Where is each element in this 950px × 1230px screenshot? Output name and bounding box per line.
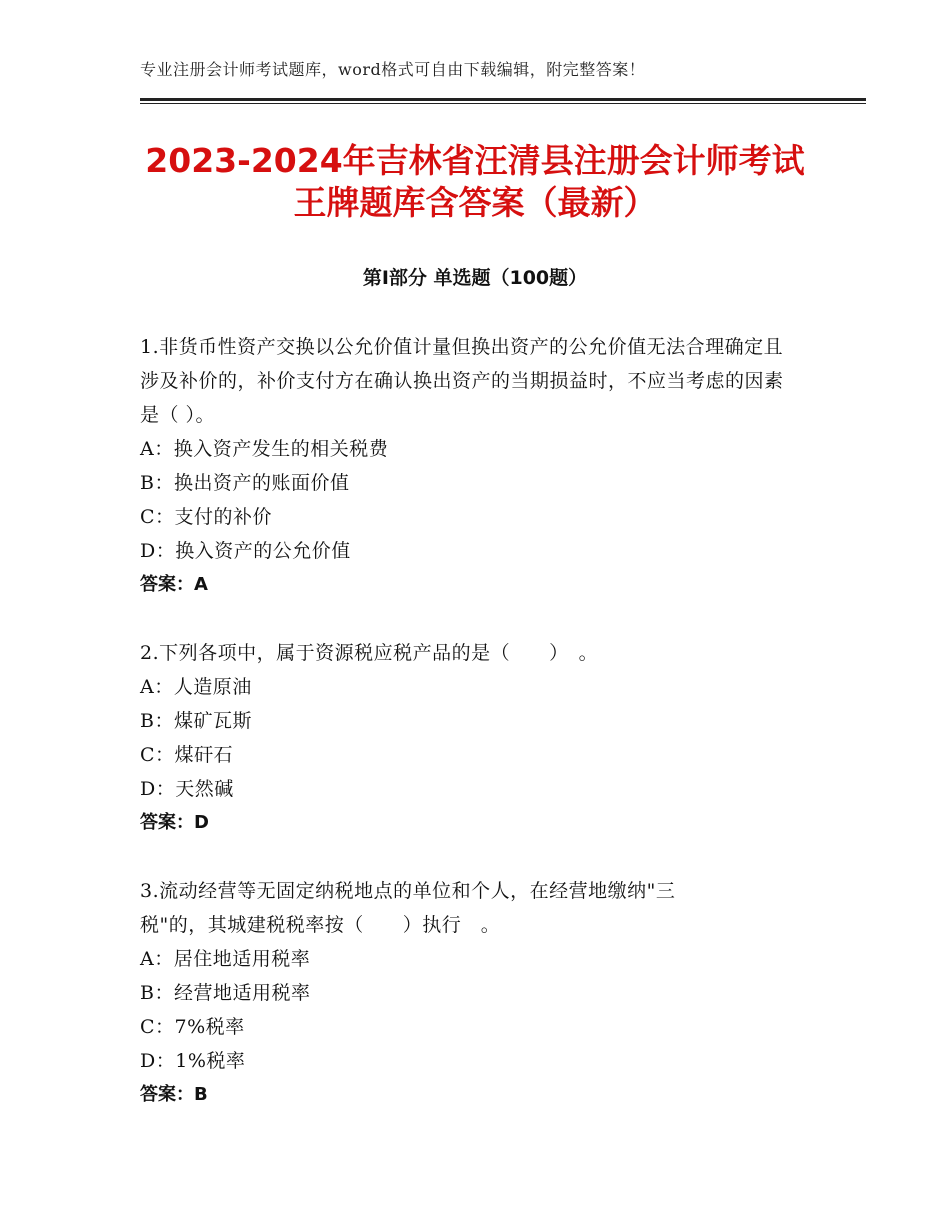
option-d: D：天然碱 bbox=[140, 778, 234, 800]
question-text: 3.流动经营等无固定纳税地点的单位和个人，在经营地缴纳"三税"的，其城建税税率按（ ）执行 。 bbox=[140, 880, 676, 936]
question-text: 2.下列各项中，属于资源税应税产品的是（ ） 。 bbox=[140, 642, 599, 664]
option-c: C：7%税率 bbox=[140, 1016, 245, 1038]
header-rule-thin bbox=[140, 103, 866, 104]
option-b: B：经营地适用税率 bbox=[140, 982, 311, 1004]
document-title bbox=[100, 140, 850, 224]
answer: 答案：B bbox=[140, 1084, 208, 1105]
question-1 bbox=[140, 330, 800, 602]
section-title: 第Ⅰ部分 单选题（100题） bbox=[362, 267, 588, 289]
question-2 bbox=[140, 636, 800, 840]
option-c: C：煤矸石 bbox=[140, 744, 234, 766]
question-list bbox=[140, 330, 800, 1146]
question-3 bbox=[140, 874, 800, 1112]
option-a: A：居住地适用税率 bbox=[140, 948, 311, 970]
title-line-1: 2023-2024年吉林省汪清县注册会计师考试 bbox=[145, 141, 805, 180]
answer: 答案：D bbox=[140, 812, 209, 833]
option-c: C：支付的补价 bbox=[140, 506, 273, 528]
option-b: B：换出资产的账面价值 bbox=[140, 472, 350, 494]
option-d: D：1%税率 bbox=[140, 1050, 246, 1072]
title-line-2: 王牌题库含答案（最新） bbox=[293, 183, 657, 222]
answer: 答案：A bbox=[140, 574, 208, 595]
option-a: A：人造原油 bbox=[140, 676, 252, 698]
header-rule-thick bbox=[140, 98, 866, 101]
option-a: A：换入资产发生的相关税费 bbox=[140, 438, 389, 460]
header-note: 专业注册会计师考试题库，word格式可自由下载编辑，附完整答案！ bbox=[140, 60, 646, 79]
option-b: B：煤矿瓦斯 bbox=[140, 710, 252, 732]
question-text: 1.非货币性资产交换以公允价值计量但换出资产的公允价值无法合理确定且涉及补价的，补价支付方在确认换出资产的当期损益时，不应当考虑的因素是（ ）。 bbox=[140, 336, 784, 426]
option-d: D：换入资产的公允价值 bbox=[140, 540, 351, 562]
